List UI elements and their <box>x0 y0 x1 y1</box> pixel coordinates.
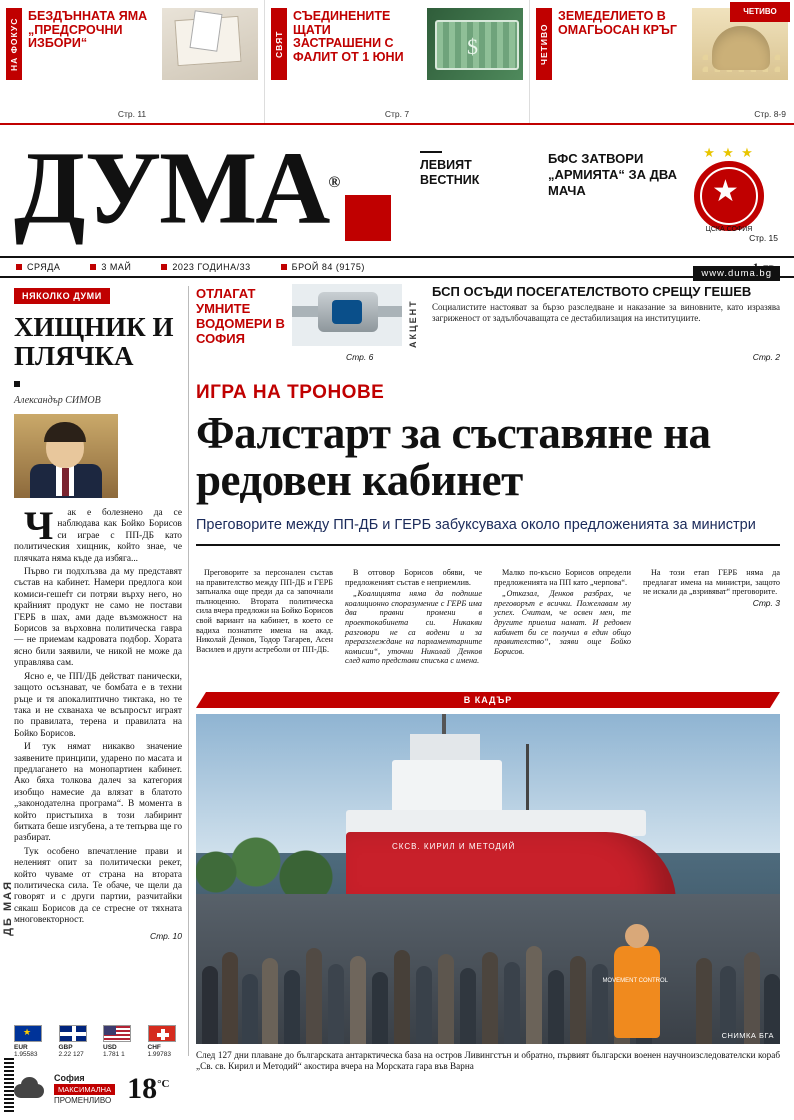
column-divider <box>188 286 189 1056</box>
ship-name-text: СКСВ. КИРИЛ И МЕТОДИЙ <box>392 842 516 851</box>
date-bar <box>0 256 794 278</box>
water-meters-headline[interactable]: ОТЛАГАТ УМНИТЕ ВОДОМЕРИ В СОФИЯ <box>196 286 285 346</box>
sport-page-ref: Стр. 15 <box>749 233 778 243</box>
barcode <box>4 1056 14 1112</box>
teaser-text-reading: ЗЕМЕДЕЛИЕТО В ОМАГЬОСАН КРЪГ <box>558 9 677 37</box>
teaser-text-focus: БЕЗДЪННАТА ЯМА „ПРЕДСРОЧНИ ИЗБОРИ“ <box>28 9 148 50</box>
opinion-para-1: ак е болезнено да се наблюдава как Бойко Борисов си играе с ПП-ДБ като политическия хищник, който знае, че плячката няма къде да избяга... <box>14 508 182 564</box>
ballot-box-photo <box>162 8 258 80</box>
teaser-tab-world: СВЯТ <box>271 8 287 80</box>
story-column-2 <box>345 568 482 688</box>
opinion-para-3: Ясно е, че ПП/ДБ действат панически, защото осъзнават, че бомбата е в техни ръце и тя апокалиптично тиктака, но те така и не схванаха че всъпросът играят по правилата, терена и правилата на Бойко Борисов. <box>14 671 182 739</box>
weather-labels <box>54 1073 115 1106</box>
teaser-page-world: Стр. 7 <box>384 109 410 119</box>
opinion-author: Александър СИМОВ <box>14 395 101 406</box>
story-c3-p2: „Отказал, Денков разбрах, че преговорът е всички. Пожелавам му успех. Считам, че освен мен, те другите приелиа намат. И редовен кабинет би се получил в един общо правителство“, заяви още Бойко Борисов. <box>494 589 631 656</box>
bsp-page-ref: Стр. 2 <box>752 352 780 362</box>
opinion-para-5: Тук особено впечатление прави и неленият опит за политически рекет, който чуваме от страна на втората политическа сила. Те обаче, че щели да говорят и с други партии, разчитайки сякаш Борисов да се стресне от тяхната многовекторност. <box>14 846 182 926</box>
main-headline[interactable]: Фалстарт за съставяне на редовен кабинет <box>196 408 711 505</box>
bsp-body: Социалистите настояват за бързо разследване и наказание за виновните, като изразява загриженост от задълбочаващата се дестабилизация на институциите. <box>432 302 780 323</box>
ch-flag-icon <box>148 1025 176 1042</box>
opinion-para-2: Първо ги подхлъзва да му предстaвят състав на кабинет. Намери предлога кои кoмиcи-гешefт си потpяи върху него, но крайният продукт не само не постави ГЕРБ в шах, ами даде възможност на Борисов за върховна политическа гавра — не приемам кадровата подбор. Хората ясно били заявили, че никой не може да управлява сам. <box>14 567 182 669</box>
currency-usd: USD 1.781 1 <box>103 1025 140 1058</box>
story-column-4 <box>643 568 780 688</box>
opinion-para-4: И тук нямат никакво значение заявените принципи, ударено по масата и предлагането на монопартиен кабинет. Ако бяха толкова далеч за категория изобщо намесие да влязат в блатото „законодателна програма“. В момента в който пристъпиха в този лабиринт битката беше изгубена, а те тепърва ще го разбират. <box>14 742 183 844</box>
safety-vest-person <box>614 946 660 1038</box>
main-subheadline: Преговорите между ПП-ДБ и ГЕРБ забуксуваха около предложенията за министри <box>196 517 756 533</box>
opinion-kicker: НЯКОЛКО ДУМИ <box>14 288 110 304</box>
weather-widget <box>14 1062 204 1116</box>
in-frame-banner: В КАДЪР <box>196 692 780 708</box>
weather-condition: ПРОМЕНЛИВО <box>54 1095 112 1105</box>
opinion-page-ref: Стр. 10 <box>149 930 182 941</box>
date: 3 МАЙ <box>90 262 131 272</box>
website-url[interactable]: www.duma.bg <box>693 266 780 281</box>
decorative-square <box>14 381 20 387</box>
teaser-tab-focus: НА ФОКУС <box>6 8 22 80</box>
reading-badge: ЧЕТИВО <box>730 2 790 22</box>
vest-text: MOVEMENT CONTROL <box>602 978 668 984</box>
currency-rates <box>14 1025 184 1058</box>
currency-chf: CHF 1.99783 <box>148 1025 185 1058</box>
teaser-focus[interactable] <box>0 0 264 123</box>
weather-temperature: $18^{^\circ C}$ <box>127 1072 170 1105</box>
weekday: СРЯДА <box>16 262 60 272</box>
teaser-world[interactable] <box>264 0 529 123</box>
logo-text: ДУМА <box>14 130 329 246</box>
dollar-bills-photo <box>427 8 523 80</box>
teaser-page-focus: Стр. 11 <box>117 109 147 119</box>
water-meter-photo <box>292 284 402 346</box>
main-story-columns <box>196 568 780 688</box>
trees-background <box>196 832 346 902</box>
uk-flag-icon <box>59 1025 87 1042</box>
teaser-page-reading: Стр. 8-9 <box>754 109 786 119</box>
story-c3-p1: Малко по-късно Борисов определи предложенията на ПП като „черпова“. <box>494 568 631 587</box>
story-c2-p1: В отговор Борисов обяви, че предложеният състав е неприемлив. <box>345 568 482 587</box>
main-kicker: ИГРА НА ТРОНОВЕ <box>196 382 385 403</box>
water-meters-page-ref: Стр. 6 <box>346 352 374 362</box>
story-column-3 <box>494 568 631 688</box>
year-volume: 2023 ГОДИНА/33 <box>161 262 250 272</box>
photo-caption: След 127 дни плаване до българската антарктическа база на остров Ливингстън и обратно, първият български военен научноизследователски кораб „Св. св. Кирил и Методий“ акостира вчера на Морската гара във Варна <box>196 1050 780 1071</box>
eu-flag-icon <box>14 1025 42 1042</box>
teaser-tab-reading: ЧЕТИВО <box>536 8 552 80</box>
story-c2-p2: „Коалицията няма да подпише коалиционно споразумение с ГЕРБ има два правни промени в проектокабинета си. Никакви разговори не са водени и за преразглеждане на парламентарните комисии“, уточни Николай Денков след като представи списъка с имена. <box>345 589 482 666</box>
opinion-title: ХИЩНИК И ПЛЯЧКА <box>14 312 174 371</box>
paper-logo <box>14 130 339 246</box>
paper-tagline <box>420 151 530 188</box>
teaser-text-world: СЪЕДИНЕНИТЕ ЩАТИ ЗАСТРАШЕНИ С ФАЛИТ ОТ 1 ЮНИ <box>293 9 404 64</box>
story-column-1 <box>196 568 333 688</box>
secondary-news-bar <box>196 286 780 374</box>
headline-rule <box>196 544 780 546</box>
currency-gbp: GBP 2.22 127 <box>59 1025 96 1058</box>
tagline-text: ЛЕВИЯТ ВЕСТНИК <box>420 158 480 187</box>
bsp-headline[interactable]: БСП ОСЪДИ ПОСЕГАТЕЛСТВОТО СРЕЩУ ГЕШЕВ <box>432 284 752 299</box>
cloud-icon <box>14 1074 48 1104</box>
story-c4-p1: На този етап ГЕРБ няма да предлагат имена на министри, защото не искали да „взривяват“ преговорите. <box>643 568 780 597</box>
opinion-column <box>14 286 182 941</box>
registered-mark: ® <box>328 174 339 191</box>
currency-eur: ★ EUR 1.95583 <box>14 1025 51 1058</box>
accent-tab: АКЦЕНТ <box>408 299 418 348</box>
crowd <box>196 894 780 1044</box>
main-photo <box>196 714 780 1044</box>
sport-promo-text[interactable]: БФС ЗАТВОРИ „АРМИЯТА“ ЗА ДВА МАЧА <box>548 151 678 198</box>
main-story <box>196 382 780 546</box>
cska-club-badge <box>686 145 772 231</box>
masthead <box>0 127 794 260</box>
top-teaser-strip <box>0 0 794 125</box>
drop-cap: Ч <box>24 503 54 548</box>
author-portrait <box>14 414 118 498</box>
teaser-reading[interactable] <box>529 0 794 123</box>
star-icon: ★ <box>712 175 739 208</box>
weather-city: София <box>54 1072 85 1083</box>
logo-red-square <box>345 195 391 241</box>
story-c1-p1: Преговорите за персонален състав на правителство между ПП-ДБ и ГЕРБ запъналка още преди да са започнали пълноценно. Втората политическа сила вчера предложи на Бойко Борисов свой вариант на кабинет, в което се вадиха познатите имена на акад. Николай Денков, Тодор Тагарев, Асен Василев и други астреболи от ПП-ДБ. <box>196 568 333 654</box>
us-flag-icon <box>103 1025 131 1042</box>
issue-number: БРОЙ 84 (9175) <box>281 262 365 272</box>
weather-max-label: МАКСИМАЛНА <box>54 1084 115 1095</box>
edge-date-label: ДБ МАЯ <box>2 880 14 936</box>
club-name: ЦСКА СОФИЯ <box>705 226 753 233</box>
opinion-body <box>14 503 183 927</box>
photo-credit: СНИМКА БГА <box>721 1031 774 1040</box>
story-page-ref: Стр. 3 <box>752 597 780 608</box>
club-stars: ★ ★ ★ <box>703 145 755 160</box>
